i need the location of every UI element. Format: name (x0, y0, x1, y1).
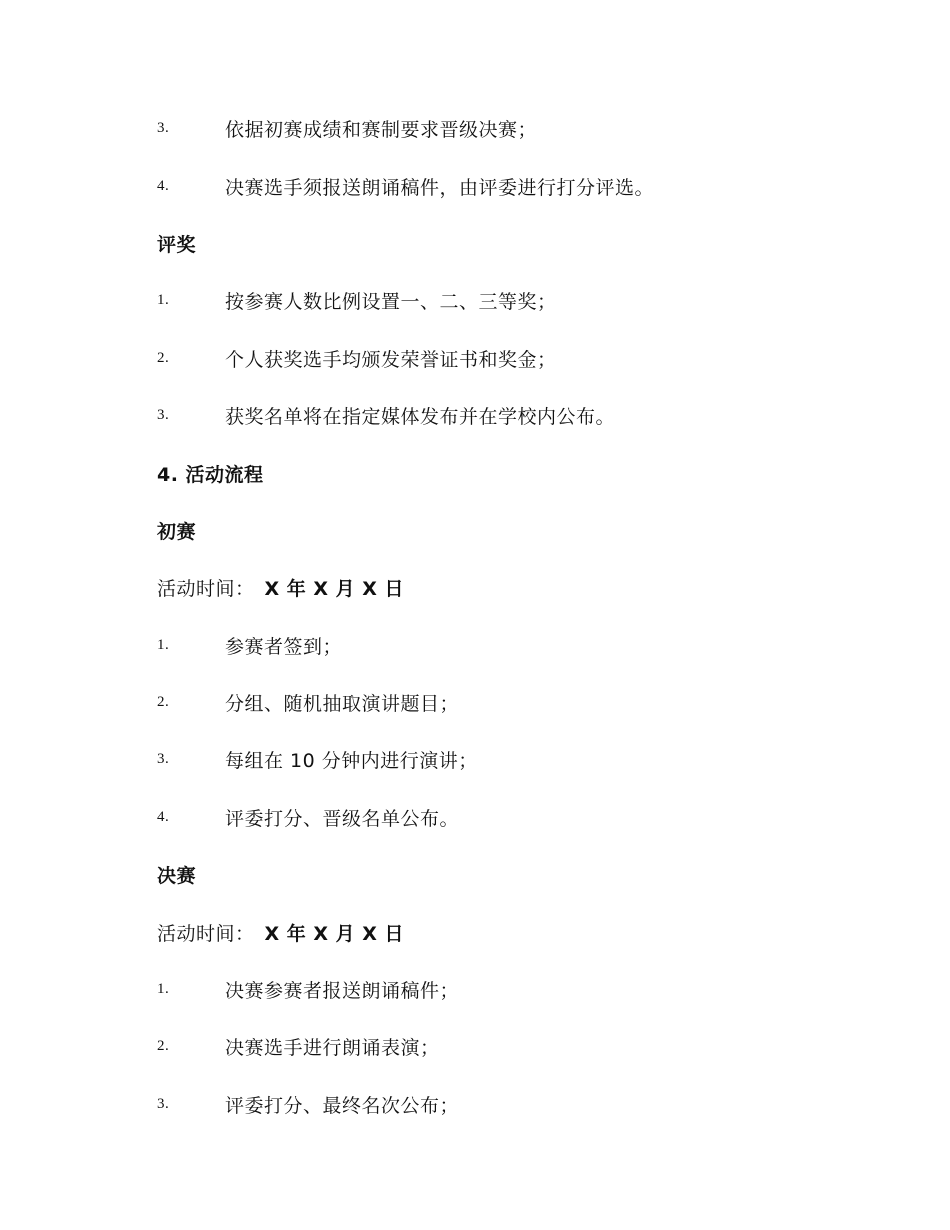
list-item (157, 674, 857, 731)
list-number: 1. (157, 636, 170, 653)
list-item (157, 961, 857, 1018)
list-item (157, 157, 857, 214)
awards-heading: 评奖 (157, 233, 197, 256)
list-item (157, 617, 857, 674)
list-item (157, 387, 857, 444)
list-number: 1. (157, 292, 170, 309)
list-text: 决赛选手进行朗诵表演； (225, 1037, 440, 1060)
list-item (157, 272, 857, 329)
list-text: 分组、随机抽取演讲题目； (225, 693, 460, 716)
time-value: X 年 X 月 X 日 (264, 578, 405, 601)
list-number: 3. (157, 407, 170, 424)
list-number: 1. (157, 981, 170, 998)
time-label: 活动时间： (157, 922, 255, 945)
list-item (157, 1076, 857, 1133)
time-value: X 年 X 月 X 日 (264, 922, 405, 945)
time-label: 活动时间： (157, 578, 255, 601)
list-number: 2. (157, 694, 170, 711)
list-text: 每组在 10 分钟内进行演讲； (225, 750, 478, 773)
list-text: 获奖名单将在指定媒体发布并在学校内公布。 (225, 406, 616, 429)
document-page (157, 100, 857, 1133)
list-number: 2. (157, 349, 170, 366)
list-text: 决赛参赛者报送朗诵稿件； (225, 980, 460, 1003)
list-number: 3. (157, 1095, 170, 1112)
list-number: 2. (157, 1038, 170, 1055)
list-number: 4. (157, 808, 170, 825)
list-item (157, 1018, 857, 1075)
list-text: 决赛选手须报送朗诵稿件，由评委进行打分评选。 (225, 176, 655, 199)
list-text: 依据初赛成绩和赛制要求晋级决赛； (225, 119, 538, 142)
list-text: 评委打分、晋级名单公布。 (225, 807, 460, 830)
list-number: 3. (157, 120, 170, 137)
prelim-time (157, 559, 857, 616)
list-item (157, 100, 857, 157)
list-number: 3. (157, 751, 170, 768)
list-text: 评委打分、最终名次公布； (225, 1094, 460, 1117)
list-text: 参赛者签到； (225, 635, 343, 658)
process-heading: 4. 活动流程 (157, 463, 264, 486)
list-text: 个人获奖选手均颁发荣誉证书和奖金； (225, 348, 557, 371)
list-text: 按参赛人数比例设置一、二、三等奖； (225, 291, 557, 314)
final-time (157, 903, 857, 960)
final-heading: 决赛 (157, 865, 197, 888)
prelim-heading: 初赛 (157, 520, 197, 543)
list-item (157, 789, 857, 846)
list-item (157, 731, 857, 788)
list-number: 4. (157, 177, 170, 194)
list-item (157, 330, 857, 387)
